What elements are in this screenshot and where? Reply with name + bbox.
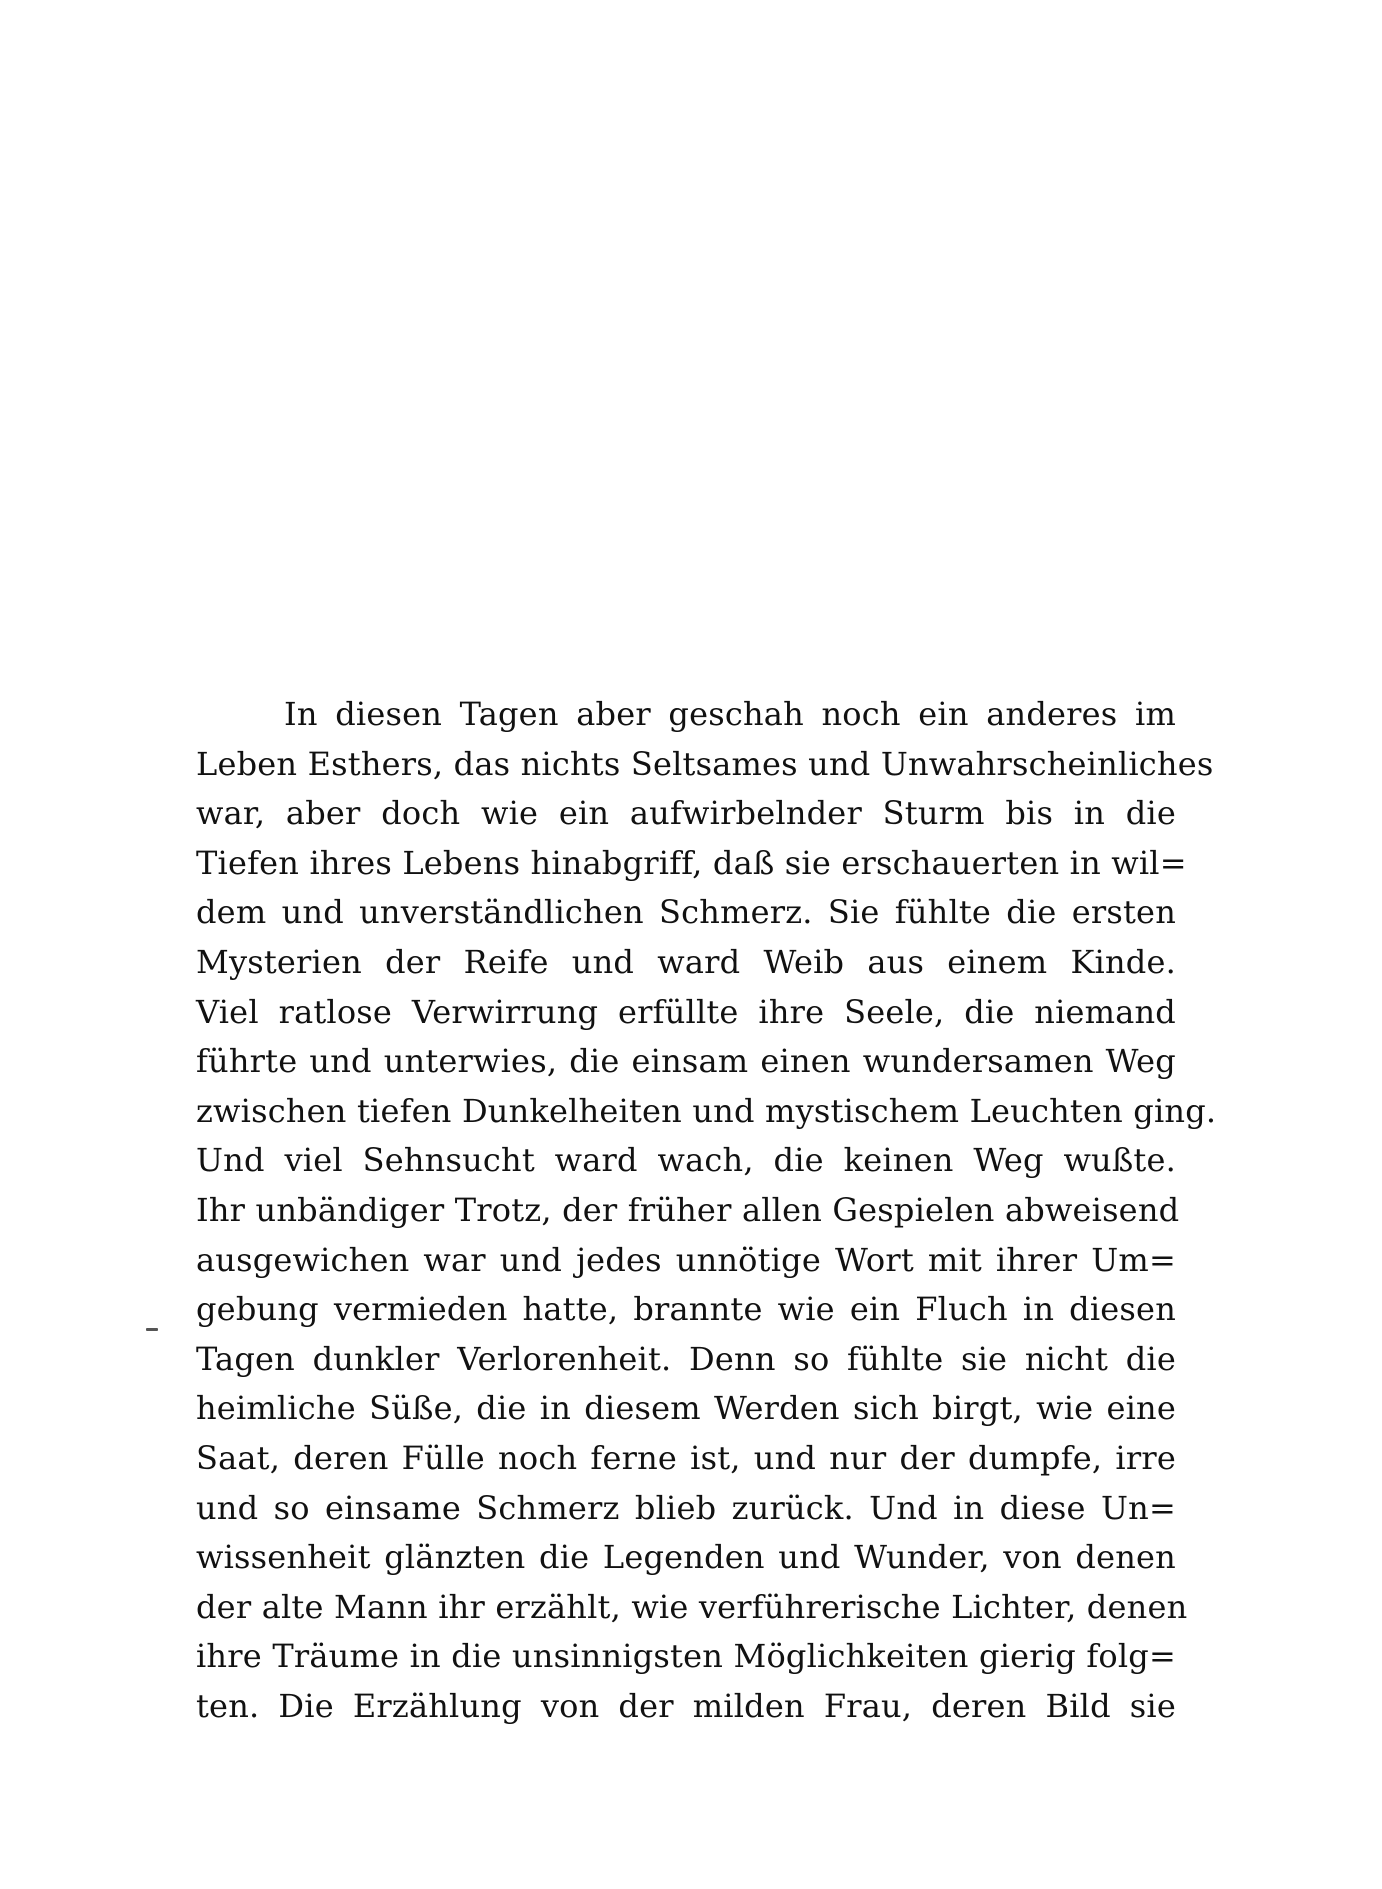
margin-mark xyxy=(146,1328,158,1331)
text-line: In diesen Tagen aber geschah noch ein anderes im xyxy=(284,695,1176,733)
text-line: Mysterien der Reife und ward Weib aus einem Kinde. xyxy=(196,942,1176,981)
text-line: Ihr unbändiger Trotz, der früher allen Gespielen abweisend xyxy=(196,1190,1180,1229)
text-line: gebung vermieden hatte, brannte wie ein Fluch in diesen xyxy=(196,1290,1176,1329)
text-line: führte und unterwies, die einsam einen wundersamen Weg xyxy=(196,1042,1176,1081)
text-line: ten. Die Erzählung von der milden Frau, deren Bild sie xyxy=(196,1686,1176,1725)
text-line: Tagen dunkler Verlorenheit. Denn so fühlte sie nicht die xyxy=(196,1339,1176,1378)
text-line: heimliche Süße, die in diesem Werden sich birgt, wie eine xyxy=(196,1389,1176,1428)
text-line: und so einsame Schmerz blieb zurück. Und in diese Un= xyxy=(196,1488,1176,1527)
text-line: wissenheit glänzten die Legenden und Wunder, von denen xyxy=(196,1538,1176,1577)
text-line: Und viel Sehnsucht ward wach, die keinen Weg wußte. xyxy=(196,1141,1176,1180)
text-line: ihre Träume in die unsinnigsten Möglichkeiten gierig folg= xyxy=(196,1637,1176,1676)
text-line: der alte Mann ihr erzählt, wie verführerische Lichter, denen xyxy=(196,1587,1188,1626)
text-line: dem und unverständlichen Schmerz. Sie fühlte die ersten xyxy=(196,893,1176,932)
text-line: ausgewichen war und jedes unnötige Wort mit ihrer Um= xyxy=(196,1240,1176,1279)
text-line: Saat, deren Fülle noch ferne ist, und nur der dumpfe, irre xyxy=(196,1438,1176,1477)
text-line: war, aber doch wie ein aufwirbelnder Sturm bis in die xyxy=(196,794,1176,833)
text-line: Viel ratlose Verwirrung erfüllte ihre Seele, die niemand xyxy=(196,992,1176,1031)
text-line: zwischen tiefen Dunkelheiten und mystischem Leuchten ging. xyxy=(196,1091,1217,1130)
body-paragraph xyxy=(196,690,1217,1731)
text-line: Tiefen ihres Lebens hinabgriff, daß sie erschauerten in wil= xyxy=(196,843,1187,882)
text-line: Leben Esthers, das nichts Seltsames und Unwahrscheinliches xyxy=(196,744,1214,783)
